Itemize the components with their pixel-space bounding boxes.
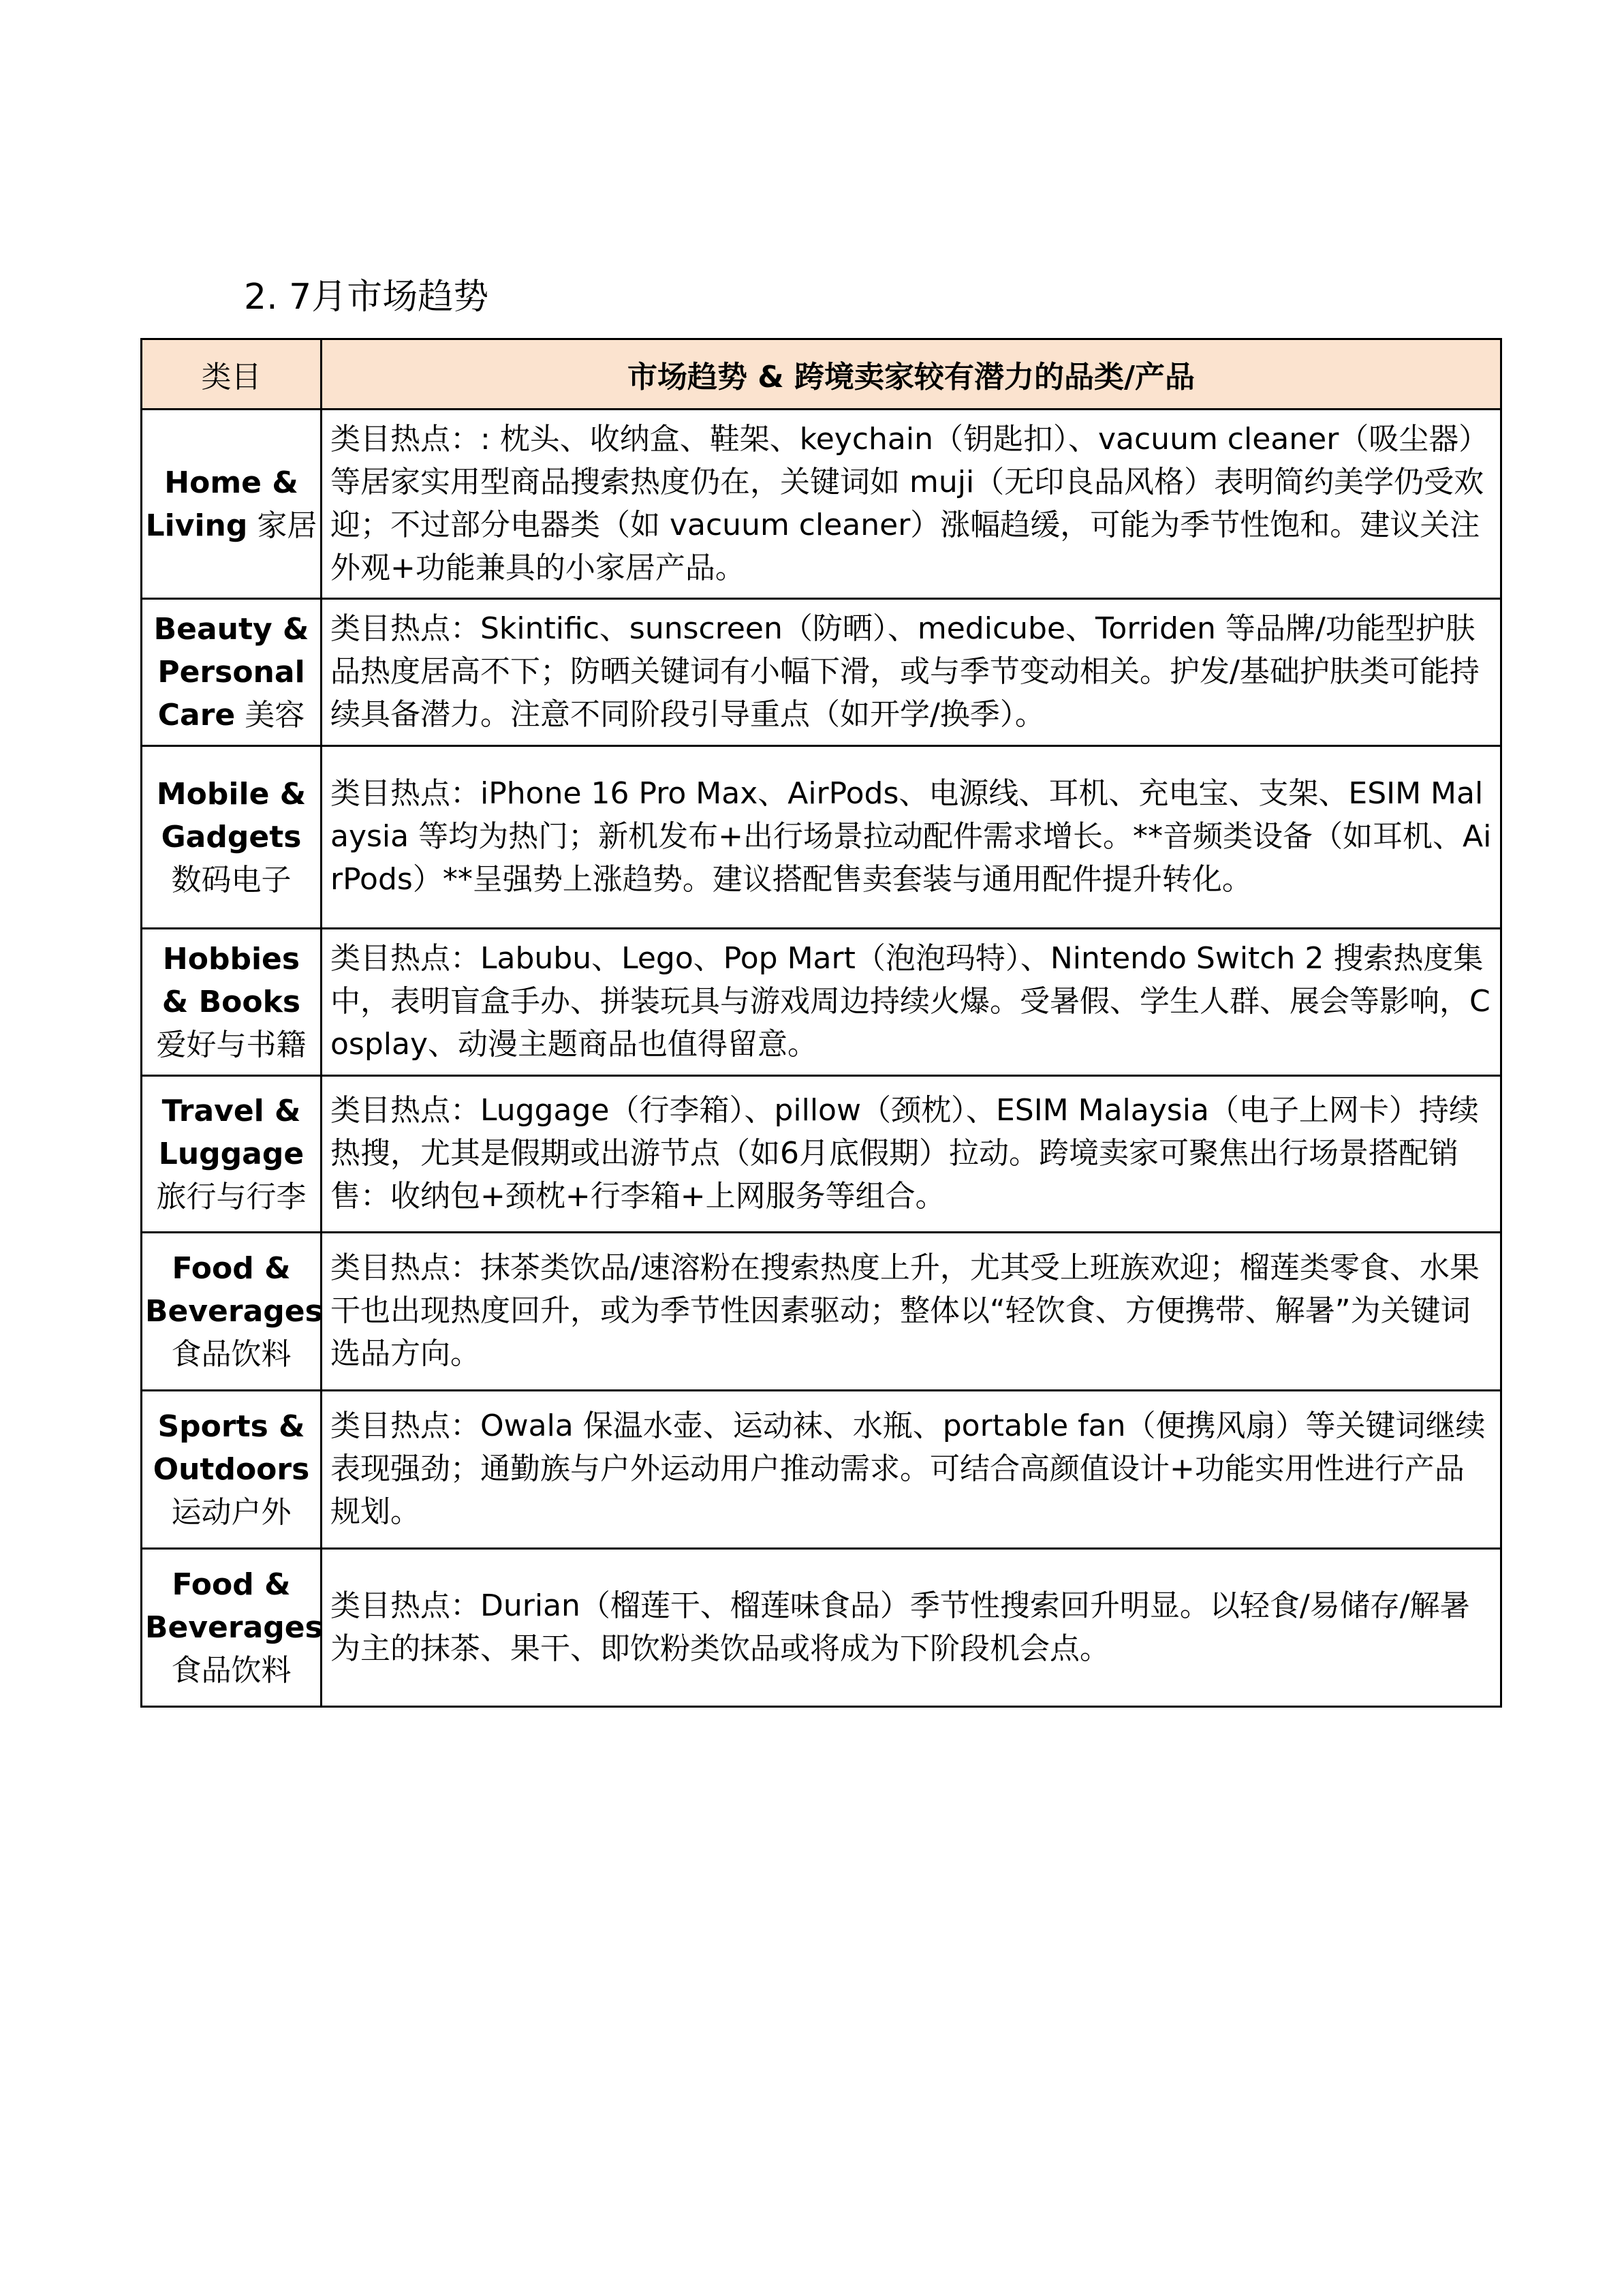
category-cell	[142, 746, 322, 929]
trend-cell: 类目热点：Durian（榴莲干、榴莲味食品）季节性搜索回升明显。以轻食/易储存/解暑为主的抹茶、果干、即饮粉类饮品或将成为下阶段机会点。	[322, 1549, 1501, 1707]
category-zh: 爱好与书籍	[156, 1028, 307, 1062]
trend-cell: 类目热点：Labubu、Lego、Pop Mart（泡泡玛特）、Nintendo Switch 2 搜索热度集中，表明盲盒手办、拼装玩具与游戏周边持续火爆。受暑假、学生人群、展会等影响，Cosplay、动漫主题商品也值得留意。	[322, 929, 1501, 1076]
category-cell	[142, 410, 322, 599]
category-en: Sports & Outdoors	[153, 1409, 310, 1487]
category-cell	[142, 1233, 322, 1391]
table-row	[142, 1233, 1501, 1391]
category-cell	[142, 599, 322, 746]
table-row	[142, 929, 1501, 1076]
section-title: 2. 7月市场趋势	[244, 277, 489, 318]
category-zh: 美容	[245, 698, 305, 733]
category-cell	[142, 929, 322, 1076]
category-en: Hobbies & Books	[161, 942, 301, 1019]
table-row	[142, 599, 1501, 746]
trend-cell: 类目热点：iPhone 16 Pro Max、AirPods、电源线、耳机、充电宝、支架、ESIM Malaysia 等均为热门；新机发布+出行场景拉动配件需求增长。**音频类设备（如耳机、AirPods）**呈强势上涨趋势。建议搭配售卖套装与通用配件提升转化。	[322, 746, 1501, 929]
table-header-row	[142, 339, 1501, 410]
category-zh: 食品饮料	[171, 1337, 292, 1372]
category-en: Travel & Luggage	[158, 1094, 304, 1171]
category-zh: 旅行与行李	[156, 1180, 307, 1214]
category-en: Food & Beverages	[145, 1567, 323, 1645]
trend-cell: 类目热点：Owala 保温水壶、运动袜、水瓶、portable fan（便携风扇）等关键词继续表现强劲；通勤族与户外运动用户推动需求。可结合高颜值设计+功能实用性进行产品规划。	[322, 1391, 1501, 1549]
header-category: 类目	[142, 339, 322, 410]
category-zh: 食品饮料	[171, 1653, 292, 1688]
table-row	[142, 1391, 1501, 1549]
market-trend-table	[140, 338, 1502, 1708]
category-zh: 运动户外	[171, 1495, 292, 1530]
trend-cell: 类目热点：: 枕头、收纳盒、鞋架、keychain（钥匙扣）、vacuum cleaner（吸尘器）等居家实用型商品搜索热度仍在，关键词如 muji（无印良品风格）表明简约美学仍受欢迎；不过部分电器类（如 vacuum cleaner）涨幅趋缓，可能为季节性饱和。建议关注外观+功能兼具的小家居产品。	[322, 410, 1501, 599]
table-row	[142, 1549, 1501, 1707]
category-zh: 家居	[257, 508, 317, 543]
table-row	[142, 1076, 1501, 1233]
category-en: Food & Beverages	[145, 1251, 323, 1329]
category-cell	[142, 1391, 322, 1549]
trend-cell: 类目热点：抹茶类饮品/速溶粉在搜索热度上升，尤其受上班族欢迎；榴莲类零食、水果干也出现热度回升，或为季节性因素驱动；整体以“轻饮食、方便携带、解暑”为关键词选品方向。	[322, 1233, 1501, 1391]
category-zh: 数码电子	[171, 863, 292, 897]
category-en: Beauty & Personal Care	[153, 612, 309, 733]
trend-cell: 类目热点：Luggage（行李箱）、pillow（颈枕）、ESIM Malaysia（电子上网卡）持续热搜，尤其是假期或出游节点（如6月底假期）拉动。跨境卖家可聚焦出行场景搭配销售：收纳包+颈枕+行李箱+上网服务等组合。	[322, 1076, 1501, 1233]
category-cell	[142, 1549, 322, 1707]
category-cell	[142, 1076, 322, 1233]
category-en: Mobile & Gadgets	[156, 777, 307, 854]
table-row	[142, 746, 1501, 929]
trend-cell: 类目热点：Skintific、sunscreen（防晒）、medicube、Torriden 等品牌/功能型护肤品热度居高不下；防晒关键词有小幅下滑，或与季节变动相关。护发/基础护肤类可能持续具备潜力。注意不同阶段引导重点（如开学/换季）。	[322, 599, 1501, 746]
header-trend: 市场趋势 & 跨境卖家较有潜力的品类/产品	[322, 339, 1501, 410]
category-en: Home & Living	[145, 465, 298, 543]
table-row	[142, 410, 1501, 599]
